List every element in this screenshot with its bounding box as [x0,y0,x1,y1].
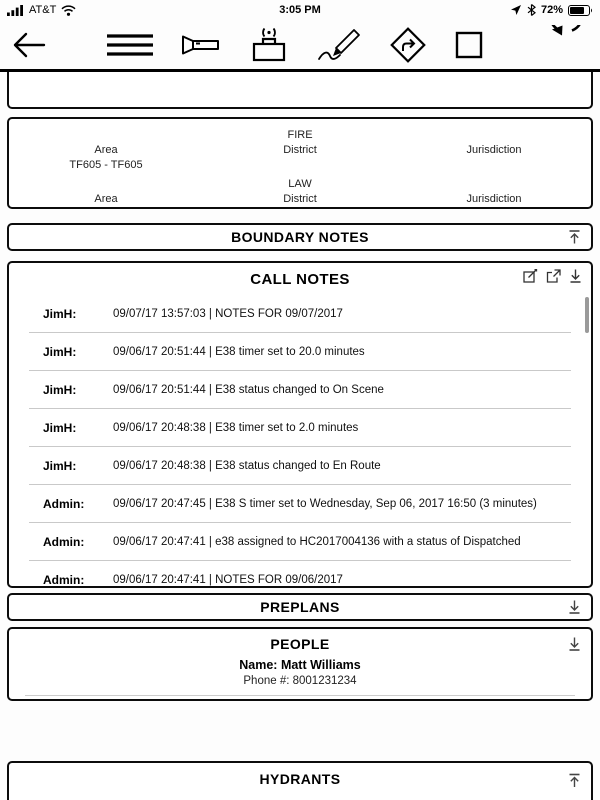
truncated-panel [7,72,593,109]
call-note-row [9,523,591,561]
back-button[interactable] [10,29,48,61]
note-text: 09/06/17 20:48:38 | E38 timer set to 2.0 minutes [113,422,359,434]
divider [25,695,575,696]
signal-strength-icon [7,5,24,16]
radio-button[interactable] [244,24,294,66]
note-author: JimH: [43,383,77,397]
fire-area-label: Area [94,144,118,156]
navigation-diamond-icon [387,54,429,69]
note-author: JimH: [43,345,77,359]
call-notes-header [9,263,591,295]
toolbar [0,20,600,72]
call-note-row [9,409,591,447]
note-text: 09/07/17 13:57:03 | NOTES FOR 09/07/2017 [113,308,343,320]
preplans-header[interactable] [7,593,593,621]
call-notes-title: CALL NOTES [250,270,350,288]
clock: 3:05 PM [279,4,321,16]
fire-section-label: FIRE [287,129,313,141]
call-note-row [9,295,591,333]
note-text: 09/06/17 20:51:44 | E38 timer set to 20.0 minutes [113,346,365,358]
note-text: 09/06/17 20:48:38 | E38 status changed to En Route [113,460,381,472]
signature-button[interactable] [314,26,364,64]
navigate-button[interactable] [385,22,431,68]
location-icon [510,4,522,16]
battery-icon [568,5,593,16]
person-phone: Phone #: 8001231234 [243,675,357,687]
radio-signal-icon [246,52,292,67]
people-panel [7,627,593,701]
flashlight-icon [181,45,221,60]
note-author: JimH: [43,307,77,321]
expand-down-icon[interactable] [568,600,581,615]
collapse-up-icon[interactable] [568,773,581,788]
bluetooth-icon [527,4,536,16]
law-district-label: District [283,193,317,205]
signature-pen-icon [316,50,362,65]
export-icon [546,271,561,286]
fire-area-value: TF605 - TF605 [69,159,143,171]
note-text: 09/06/17 20:47:45 | E38 S timer set to Wednesday, Sep 06, 2017 16:50 (3 minutes) [113,498,537,510]
hydrants-title: HYDRANTS [259,771,341,787]
hydrants-header[interactable] [7,761,593,800]
call-note-row [9,333,591,371]
note-author: JimH: [43,459,77,473]
note-author: Admin: [43,535,85,549]
edit-pencil-icon [523,271,538,286]
call-note-row [9,447,591,485]
hamburger-menu-icon [104,48,156,63]
refresh-button[interactable] [543,23,589,67]
carrier-label: AT&T [29,4,57,16]
note-author: Admin: [43,573,85,587]
fire-jurisdiction-label: Jurisdiction [466,144,522,156]
call-notes-list [9,295,591,588]
download-notes-button[interactable] [569,269,582,283]
back-arrow-icon [12,47,46,62]
expand-down-icon[interactable] [568,637,581,652]
person-name: Name: Matt Williams [239,658,361,672]
call-note-row [9,561,591,588]
square-icon [454,48,484,63]
people-title: PEOPLE [270,636,330,652]
status-bar [0,0,600,20]
note-text: 09/06/17 20:51:44 | E38 status changed to On Scene [113,384,384,396]
law-area-label: Area [94,193,118,205]
boundary-notes-header[interactable] [7,223,593,251]
boundaries-panel [7,117,593,209]
note-text: 09/06/17 20:47:41 | NOTES FOR 09/06/2017 [113,574,343,586]
flashlight-button[interactable] [179,31,223,59]
scrollbar-thumb[interactable] [585,297,589,333]
download-icon [569,271,582,286]
fire-district-label: District [283,144,317,156]
refresh-icon [545,53,587,68]
call-notes-panel [7,261,593,588]
call-note-row [9,371,591,409]
law-jurisdiction-label: Jurisdiction [466,193,522,205]
law-section-label: LAW [288,178,312,190]
note-author: Admin: [43,497,85,511]
people-header[interactable] [9,632,591,656]
stop-square-button[interactable] [452,28,486,62]
preplans-title: PREPLANS [260,599,340,615]
wifi-icon [61,5,76,16]
note-author: JimH: [43,421,77,435]
call-note-row [9,485,591,523]
menu-button[interactable] [102,28,158,62]
battery-percent: 72% [540,4,563,16]
export-note-button[interactable] [546,269,561,283]
note-text: 09/06/17 20:47:41 | e38 assigned to HC2017004136 with a status of Dispatched [113,536,521,548]
edit-note-button[interactable] [523,269,538,283]
boundary-notes-title: BOUNDARY NOTES [231,229,369,245]
collapse-up-icon[interactable] [568,230,581,245]
